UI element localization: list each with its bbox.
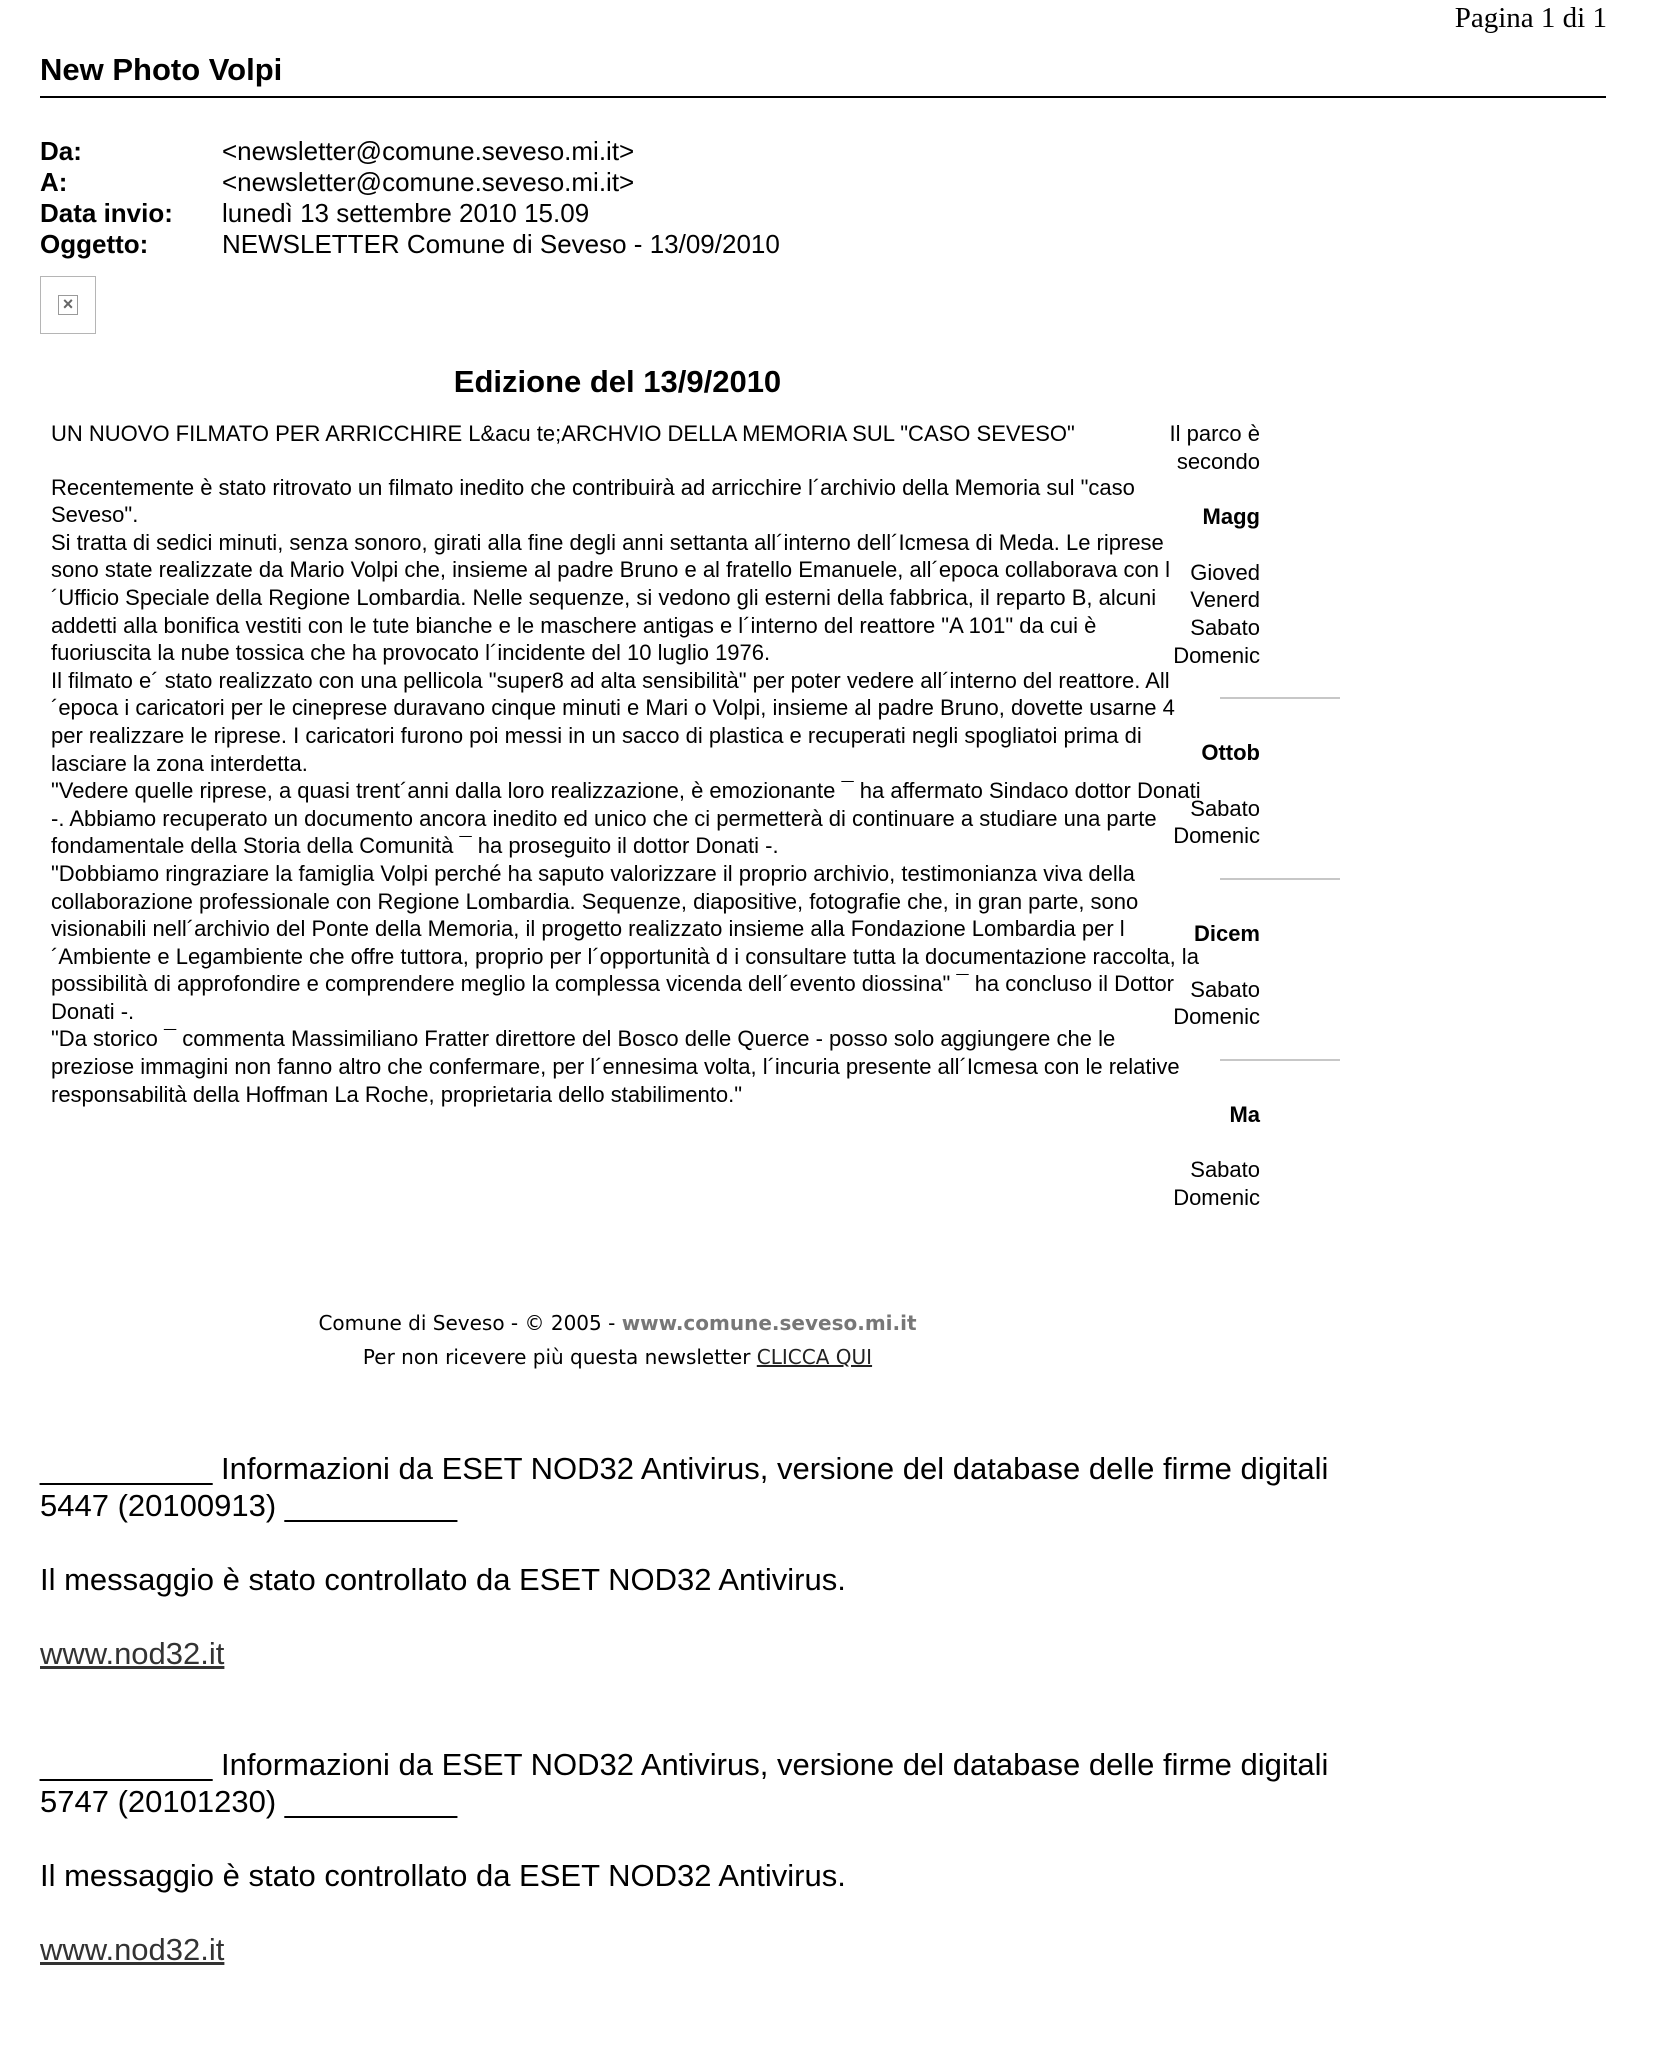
newsletter-footer xyxy=(0,1306,1235,1374)
sidebar-divider xyxy=(1220,878,1340,880)
article-paragraph: Recentemente è stato ritrovato un filmato inedito che contribuirà ad arricchire l´archivio della Memoria sul "caso Seveso". xyxy=(51,474,1135,528)
sidebar-calendar xyxy=(1169,420,1340,1212)
sidebar-day: Domenic xyxy=(1173,1004,1260,1030)
sidebar-day: Sabato xyxy=(1190,1157,1260,1183)
page-number: Pagina 1 di 1 xyxy=(1454,2,1607,34)
antivirus-checked: Il messaggio è stato controllato da ESET NOD32 Antivirus. xyxy=(40,1562,846,1597)
sidebar-divider xyxy=(1220,1059,1340,1061)
to-value: <newsletter@comune.seveso.mi.it> xyxy=(222,167,635,197)
page-title: New Photo Volpi xyxy=(40,52,283,87)
from-label: Da: xyxy=(40,136,82,166)
edition-heading: Edizione del 13/9/2010 xyxy=(453,364,782,399)
article-paragraph: "Vedere quelle riprese, a quasi trent´anni dalla loro realizzazione, è emozionante ¯ ha affermato Sindaco dottor Donati -. Abbiamo recuperato un documento ancora inedito ed unico che ci permetterà di continuare a studiare una parte fondamentale della Storia della Comunità ¯ ha proseguito il dottor Donati -. xyxy=(51,778,1201,859)
antivirus-notice xyxy=(40,1746,1340,1968)
footer-copyright-line xyxy=(0,1306,1235,1340)
antivirus-info: __________ Informazioni da ESET NOD32 Antivirus, versione del database delle firme digitali 5747 (20101230) __________ xyxy=(40,1747,1329,1819)
subject-label: Oggetto: xyxy=(40,229,149,259)
sidebar-intro: Il parco è xyxy=(1169,421,1260,446)
sidebar-intro: secondo xyxy=(1176,448,1260,474)
to-row xyxy=(40,167,780,198)
nod32-link[interactable]: www.nod32.it xyxy=(40,1932,225,1967)
subject-value: NEWSLETTER Comune di Seveso - 13/09/2010 xyxy=(222,229,780,259)
article-paragraph: "Da storico ¯ commenta Massimiliano Fratter direttore del Bosco delle Querce - posso solo aggiungere che le preziose immagini non fanno altro che confermare, per l´ennesima volta, l´incuria presente all´Icmesa con le relative responsabilità della Hoffman La Roche, proprietaria dello stabilimento." xyxy=(51,1026,1180,1107)
from-value: <newsletter@comune.seveso.mi.it> xyxy=(222,136,635,166)
article-headline: UN NUOVO FILMATO PER ARRICCHIRE L&acu te;ARCHVIO DELLA MEMORIA SUL "CASO SEVESO" xyxy=(51,421,1075,446)
sidebar-day: Gioved xyxy=(1190,559,1260,585)
article-paragraph: "Dobbiamo ringraziare la famiglia Volpi perché ha saputo valorizzare il proprio archivio, testimonianza viva della collaborazione professionale con Regione Lombardia. Sequenze, diapositive, fotografie che, in gran parte, sono visionabili nell´archivio del Ponte della Memoria, il progetto realizzato insieme alla Fondazione Lombardia per l´Ambiente e Legambiente che offre tuttora, proprio per l´opportunità d i consultare tutta la documentazione raccolta, la possibilità di approfondire e comprendere meglio la complessa vicenda dell´evento diossina" ¯ ha concluso il Dottor Donati -. xyxy=(51,860,1199,1024)
sidebar-day: Domenic xyxy=(1173,642,1260,668)
date-row xyxy=(40,198,780,229)
sidebar-day: Domenic xyxy=(1173,823,1260,849)
sidebar-month: Ottob xyxy=(1201,740,1260,766)
sidebar-day: Sabato xyxy=(1190,976,1260,1002)
sidebar-month: Magg xyxy=(1202,504,1260,530)
sidebar-month: Ma xyxy=(1229,1101,1260,1127)
to-label: A: xyxy=(40,167,68,197)
unsubscribe-link[interactable]: CLICCA QUI xyxy=(756,1345,873,1369)
footer-site-link[interactable]: www.comune.seveso.mi.it xyxy=(621,1311,917,1335)
antivirus-checked: Il messaggio è stato controllato da ESET NOD32 Antivirus. xyxy=(40,1858,846,1893)
sidebar-divider xyxy=(1220,697,1340,699)
footer-unsubscribe-text: Per non ricevere più questa newsletter xyxy=(362,1345,757,1369)
footer-unsubscribe-line xyxy=(0,1340,1235,1374)
email-header xyxy=(40,136,780,260)
nod32-link[interactable]: www.nod32.it xyxy=(40,1636,225,1671)
sidebar-day: Sabato xyxy=(1190,614,1260,640)
broken-image-placeholder xyxy=(40,276,96,334)
broken-image-icon: × xyxy=(58,295,78,315)
title-divider xyxy=(40,96,1606,98)
antivirus-info: __________ Informazioni da ESET NOD32 Antivirus, versione del database delle firme digitali 5447 (20100913) __________ xyxy=(40,1451,1329,1523)
sidebar-day: Sabato xyxy=(1190,795,1260,821)
sidebar-month: Dicem xyxy=(1193,920,1260,946)
sidebar-day: Venerd xyxy=(1190,587,1260,613)
from-row xyxy=(40,136,780,167)
article-paragraph: Il filmato e´ stato realizzato con una pellicola "super8 ad alta sensibilità" per poter vedere all´interno del reattore. All´epoca i caricatori per le cineprese duravano cinque minuti e Mari o Volpi, insieme al padre Bruno, dovette usarne 4 per realizzare le riprese. I caricatori furono poi messi in un sacco di plastica e recuperati negli spogliatoi prima di lasciare la zona interdetta. xyxy=(51,667,1175,776)
sidebar-day: Domenic xyxy=(1173,1184,1260,1210)
subject-row xyxy=(40,229,780,260)
antivirus-notice xyxy=(40,1450,1340,1672)
date-label: Data invio: xyxy=(40,198,173,228)
date-value: lunedì 13 settembre 2010 15.09 xyxy=(222,198,590,228)
article-paragraph: Si tratta di sedici minuti, senza sonoro, girati alla fine degli anni settanta all´interno dell´Icmesa di Meda. Le riprese sono state realizzate da Mario Volpi che, insieme al padre Bruno e al fratello Emanuele, all´epoca collaborava con l´Ufficio Speciale della Regione Lombardia. Nelle sequenze, si vedono gli esterni della fabbrica, il reparto B, alcuni addetti alla bonifica vestiti con le tute bianche e le maschere antigas e l´interno del reattore "A 101" da cui è fuoriuscita la nube tossica che ha provocato l´incidente del 10 luglio 1976. xyxy=(51,529,1170,666)
footer-copyright: Comune di Seveso - © 2005 - xyxy=(318,1311,622,1335)
